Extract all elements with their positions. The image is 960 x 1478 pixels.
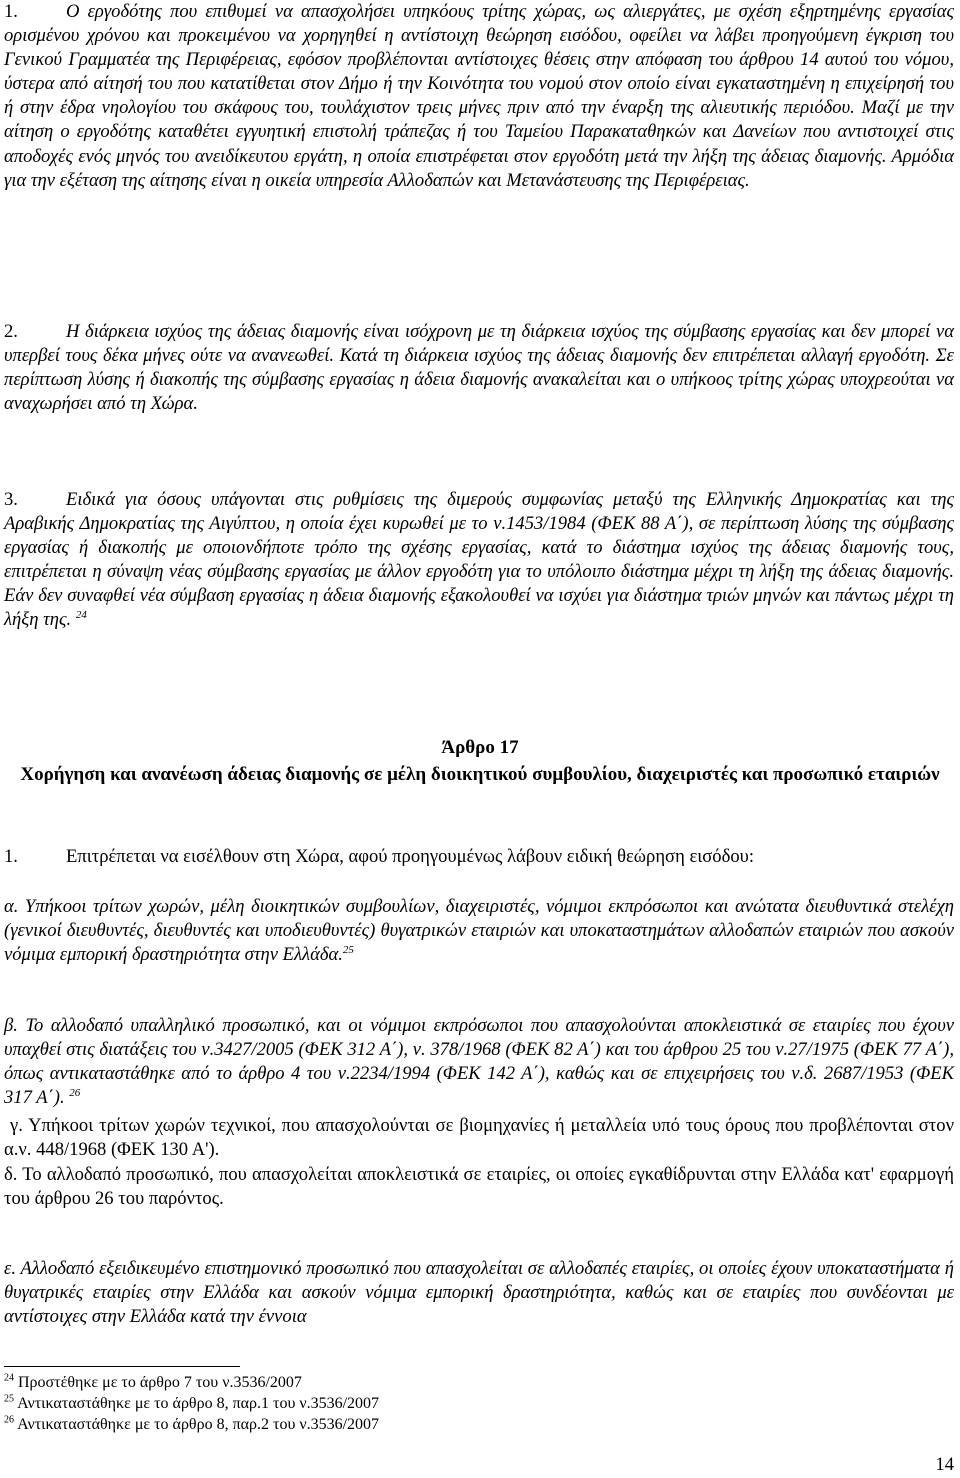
footnote-24 — [4, 1373, 302, 1393]
article-item-a — [4, 895, 954, 967]
paragraph-number: 3. — [4, 489, 18, 510]
paragraph-number: 2. — [4, 321, 18, 342]
paragraph-3 — [4, 488, 954, 633]
article-item-c — [4, 1114, 954, 1162]
paragraph-text: Ειδικά για όσους υπάγονται στις ρυθμίσεις της διμερούς συμφωνίας μεταξύ της Ελληνικής Δημοκρατίας και της Αραβικής Δημοκρατίας της Αιγύπτου, η οποία έχει κυρωθεί με το ν.1453/1984 (ΦΕΚ 88 Α΄), σε περίπτωση λύσης της σύμβασης εργασίας ή διακοπής με οποιονδήποτε τρόπο της σχέσης εργασίας, κατά το διάστημα ισχύος της άδειας διαμονής τους, επιτρέπεται η σύναψη νέας σύμβασης εργασίας με άλλον εργοδότη για το υπόλοιπο διάστημα μέχρι τη λήξη της άδειας διαμονής. Εάν δεν συναφθεί νέα σύμβαση εργασίας η άδεια διαμονής εξακολουθεί να ισχύει για διάστημα τριών μηνών και πάντως μέχρι τη λήξη της. — [4, 489, 954, 631]
footnote-text: Αντικαταστάθηκε με το άρθρο 8, παρ.2 του ν.3536/2007 — [17, 1416, 380, 1433]
item-text: ε. Αλλοδαπό εξειδικευμένο επιστημονικό προσωπικό που απασχολείται σε αλλοδαπές εταιρίες, οι οποίες έχουν υποκαταστήματα ή θυγατρικές εταιρίες στην Ελλάδα και ασκούν νόμιμα εμπορική δραστηριότητα, καθώς και σε εταιρίες που συνδέονται με αντίστοιχες στην Ελλάδα κατά την έννοια — [4, 1258, 954, 1328]
paragraph-text: Ο εργοδότης που επιθυμεί να απασχολήσει υπηκόους τρίτης χώρας, ως αλιεργάτες, με σχέση εξηρτημένης εργασίας ορισμένου χρόνου και προκειμένου να χορηγηθεί η αντίστοιχη θεώρηση εισόδου, οφείλει να λάβει προηγούμενη έγκριση του Γενικού Γραμματέα της Περιφέρειας, εφόσον προβλέπονται αντίστοιχες θέσεις στην απόφαση του άρθρου 14 αυτού του νόμου, ύστερα από αίτησή του που κατατίθεται στον Δήμο ή την Κοινότητα του νομού στον οποίο είναι εγκαταστημένη η επιχείρησή του ή στην έδρα νηολογίου του σκάφους του, τουλάχιστον τρεις μήνες πριν από την έναρξη της αλιευτικής περιόδου. Μαζί με την αίτηση ο εργοδότης καταθέτει εγγυητική επιστολή τράπεζας ή του Ταμείου Παρακαταθηκών και Δανείων που αντιστοιχεί στις αποδοχές ενός μηνός του ανειδίκευτου εργάτη, η οποία επιστρέφεται στον εργοδότη μετά την λήξη της άδειας διαμονής. Αρμόδια για την εξέταση της αίτησης είναι η οικεία υπηρεσία Αλλοδαπών και Μετανάστευσης της Περιφέρειας. — [4, 1, 954, 191]
article-item-b — [4, 1014, 954, 1110]
page-number: 14 — [935, 1454, 954, 1475]
paragraph-number: 1. — [4, 1, 18, 22]
paragraph-1 — [4, 0, 954, 193]
paragraph-text: Επιτρέπεται να εισέλθουν στη Χώρα, αφού προηγουμένως λάβουν ειδική θεώρηση εισόδου: — [66, 846, 755, 867]
paragraph-2 — [4, 320, 954, 416]
footnote-ref: 24 — [75, 609, 87, 622]
footnote-number: 24 — [4, 1372, 14, 1384]
item-text: δ. Το αλλοδαπό προσωπικό, που απασχολείται αποκλειστικά σε εταιρίες, οι οποίες εγκαθίδρυνται στην Ελλάδα κατ' εφαρμογή του άρθρου 26 του παρόντος. — [4, 1164, 954, 1210]
paragraph-text: Η διάρκεια ισχύος της άδειας διαμονής είναι ισόχρονη με τη διάρκεια ισχύος της σύμβασης εργασίας και δεν μπορεί να υπερβεί τους δέκα μήνες ούτε να ανανεωθεί. Κατά τη διάρκεια ισχύος της άδειας διαμονής δεν επιτρέπεται αλλαγή εργοδότη. Σε περίπτωση λύσης ή διακοπής της σύμβασης εργασίας η άδεια διαμονής ανακαλείται και ο υπήκοος τρίτης χώρας υποχρεούται να αναχωρήσει από τη Χώρα. — [4, 321, 954, 415]
item-text: γ. Υπήκοοι τρίτων χωρών τεχνικοί, που απασχολούνται σε βιομηχανίες ή μεταλλεία υπό τους όρους που προβλέπονται στον α.ν. 448/1968 (ΦΕΚ 130 Α'). — [4, 1115, 954, 1161]
footnote-number: 25 — [4, 1393, 14, 1405]
article-title: Άρθρο 17 — [441, 737, 519, 758]
footnote-25 — [4, 1394, 379, 1414]
footnote-number: 26 — [4, 1414, 14, 1426]
footnote-ref: 25 — [342, 944, 354, 956]
footnote-text: Αντικαταστάθηκε με το άρθρο 8, παρ.1 του ν.3536/2007 — [17, 1395, 380, 1412]
footnote-text: Προστέθηκε με το άρθρο 7 του ν.3536/2007 — [18, 1374, 302, 1391]
footnote-26 — [4, 1415, 379, 1435]
article-subtitle: Χορήγηση και ανανέωση άδειας διαμονής σε μέλη διοικητικού συμβουλίου, διαχειριστές και προσωπικό εταιριών — [20, 764, 940, 785]
article-item-d — [4, 1163, 954, 1211]
footnote-ref: 26 — [69, 1087, 81, 1100]
item-text: α. Υπήκοοι τρίτων χωρών, μέλη διοικητικών συμβουλίων, διαχειριστές, νόμιμοι εκπρόσωποι και ανώτατα διευθυντικά στελέχη (γενικοί διευθυντές, διευθυντές και υποδιευθυντές) θυγατρικών εταιριών και υποκαταστημάτων αλλοδαπών εταιριών που ασκούν νόμιμα εμπορική δραστηριότητα στην Ελλάδα. — [4, 896, 954, 966]
article-paragraph-1 — [4, 845, 954, 869]
paragraph-number: 1. — [4, 846, 18, 867]
item-text: β. Το αλλοδαπό υπαλληλικό προσωπικό, και οι νόμιμοι εκπρόσωποι που απασχολούνται αποκλειστικά σε εταιρίες που έχουν υπαχθεί στις διατάξεις του ν.3427/2005 (ΦΕΚ 312 Α΄), ν. 378/1968 (ΦΕΚ 82 Α΄) και του άρθρου 25 του ν.27/1975 (ΦΕΚ 77 Α΄), όπως αντικαταστάθηκε από το άρθρο 4 του ν.2234/1994 (ΦΕΚ 142 Α΄), καθώς και σε επιχειρήσεις του ν.δ. 2687/1953 (ΦΕΚ 317 Α΄). — [4, 1015, 954, 1109]
article-item-e — [4, 1257, 954, 1329]
footnote-divider — [4, 1366, 240, 1367]
